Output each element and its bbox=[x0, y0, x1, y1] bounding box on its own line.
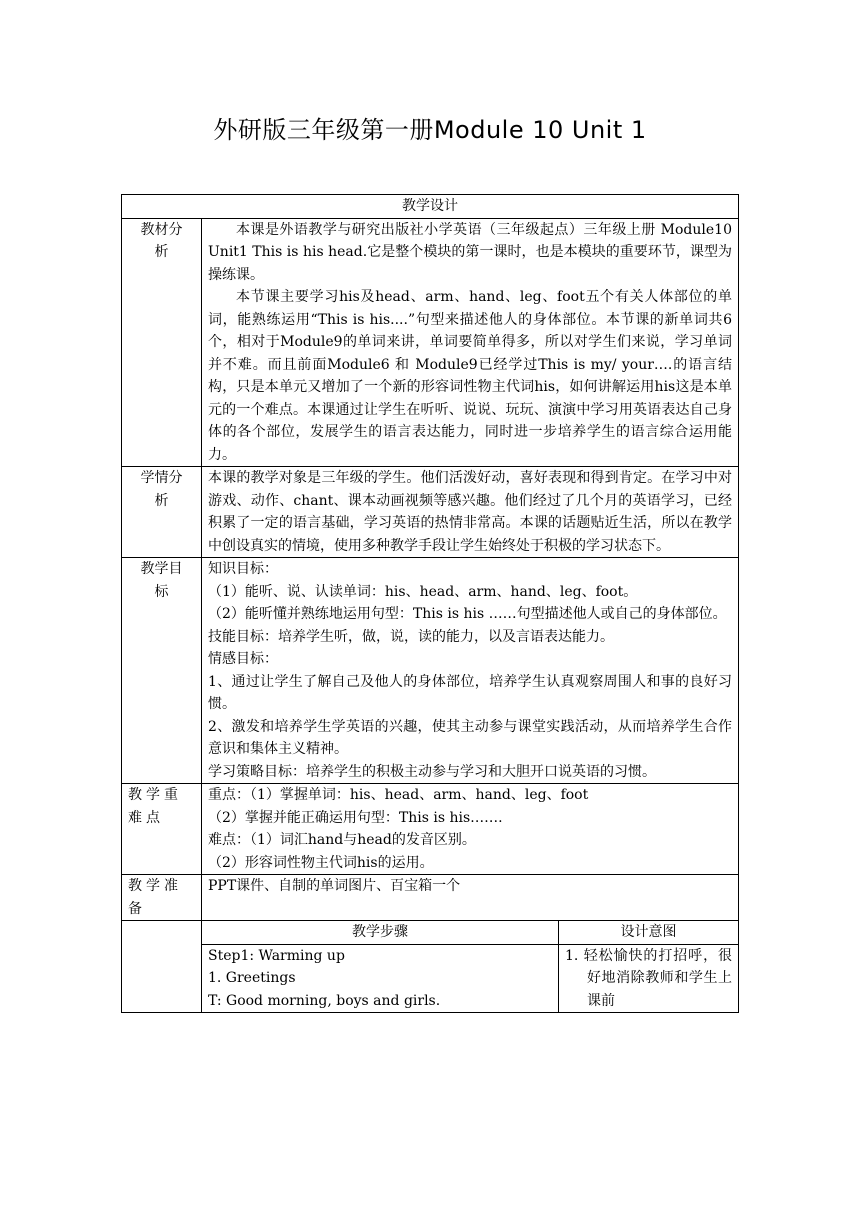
intent-line: 1. 轻松愉快的打招呼，很好地消除教师和学生上课前 bbox=[565, 947, 732, 1009]
table-header: 教学设计 bbox=[122, 195, 739, 219]
step-line: T: Good morning, boys and girls. bbox=[208, 992, 441, 1009]
keypoints-label: 教学重难点 bbox=[122, 784, 202, 875]
objective-line: 学习策略目标：培养学生的积极主动参与学习和大胆开口说英语的习惯。 bbox=[208, 763, 656, 780]
keypoint-line: 重点：（1）掌握单词：his、head、arm、hand、leg、foot bbox=[208, 787, 589, 803]
keypoints-row bbox=[122, 784, 739, 875]
objective-line: （2）能听懂并熟练地运用句型：This is his ……句型描述他人或自己的身体部位。 bbox=[208, 606, 727, 622]
lesson-design-table bbox=[121, 194, 739, 1013]
keypoint-line: 难点：（1）词汇hand与head的发音区别。 bbox=[208, 832, 476, 848]
objectives-label: 教学目标 bbox=[122, 558, 202, 784]
step-line: Step1: Warming up bbox=[208, 947, 345, 964]
objective-line: 技能目标：培养学生听，做，说，读的能力，以及言语表达能力。 bbox=[208, 628, 614, 645]
students-row bbox=[122, 467, 739, 558]
students-content: 本课的教学对象是三年级的学生。他们活泼好动，喜好表现和得到肯定。在学习中对游戏、动作、chant、课本动画视频等感兴趣。他们经过了几个月的英语学习，已经积累了一定的语言基础，学习英语的热情非常高。本课的话题贴近生活，所以在教学中创设真实的情境，使用多种教学手段让学生始终处于积极的学习状态下。 bbox=[202, 467, 739, 558]
steps-header: 教学步骤 bbox=[202, 921, 559, 945]
preparation-content: PPT课件、自制的单词图片、百宝箱一个 bbox=[202, 875, 739, 921]
steps-content bbox=[202, 944, 559, 1013]
objective-line: 知识目标： bbox=[208, 561, 278, 577]
keypoint-line: （2）形容词性物主代词his的运用。 bbox=[208, 854, 434, 871]
intent-content bbox=[559, 944, 739, 1013]
keypoints-content bbox=[202, 784, 739, 875]
objective-line: （1）能听、说、认读单词：his、head、arm、hand、leg、foot。 bbox=[208, 583, 638, 600]
page-title: 外研版三年级第一册Module 10 Unit 1 bbox=[213, 116, 647, 144]
objective-line: 情感目标： bbox=[208, 651, 278, 667]
objectives-content bbox=[202, 558, 739, 784]
preparation-label: 教学准备 bbox=[122, 875, 202, 921]
material-content bbox=[202, 218, 739, 467]
table-header-row bbox=[122, 195, 739, 219]
intent-header: 设计意图 bbox=[559, 921, 739, 945]
objectives-row bbox=[122, 558, 739, 784]
material-label: 教材分析 bbox=[122, 218, 202, 467]
steps-header-row bbox=[122, 921, 739, 945]
objective-line: 2、激发和培养学生学英语的兴趣，使其主动参与课堂实践活动，从而培养学生合作意识和集体主义精神。 bbox=[208, 718, 732, 757]
steps-row bbox=[122, 944, 739, 1013]
material-paragraph: 本节课主要学习his及head、arm、hand、leg、foot五个有关人体部位的单词，能熟练运用“This is his....”句型来描述他人的身体部位。本节课的新单词共6个，相对于Module9的单词来讲，单词要简单得多，所以对学生们来说，学习单词并不难。而且前面Module6 和 Module9已经学过This is my/ your….的语言结构，只是本单元又增加了一个新的形容词性物主代词his，如何讲解运用his这是本单元的一个难点。本课通过让学生在听听、说说、玩玩、演演中学习用英语表达自己身体的各个部位，发展学生的语言表达能力，同时进一步培养学生的语言综合运用能力。 bbox=[208, 289, 732, 463]
steps-blank-cell bbox=[122, 921, 202, 1013]
keypoint-line: （2）掌握并能正确运用句型：This is his……. bbox=[208, 809, 503, 826]
students-label: 学情分析 bbox=[122, 467, 202, 558]
material-paragraph: 本课是外语教学与研究出版社小学英语（三年级起点）三年级上册 Module10 Unit1 This is his head.它是整个模块的第一课时，也是本模块的重要环节，课型为操练课。 bbox=[208, 221, 732, 283]
objective-line: 1、通过让学生了解自己及他人的身体部位，培养学生认真观察周围人和事的良好习惯。 bbox=[208, 673, 732, 712]
material-row bbox=[122, 218, 739, 467]
preparation-row bbox=[122, 875, 739, 921]
step-line: 1. Greetings bbox=[208, 970, 296, 986]
